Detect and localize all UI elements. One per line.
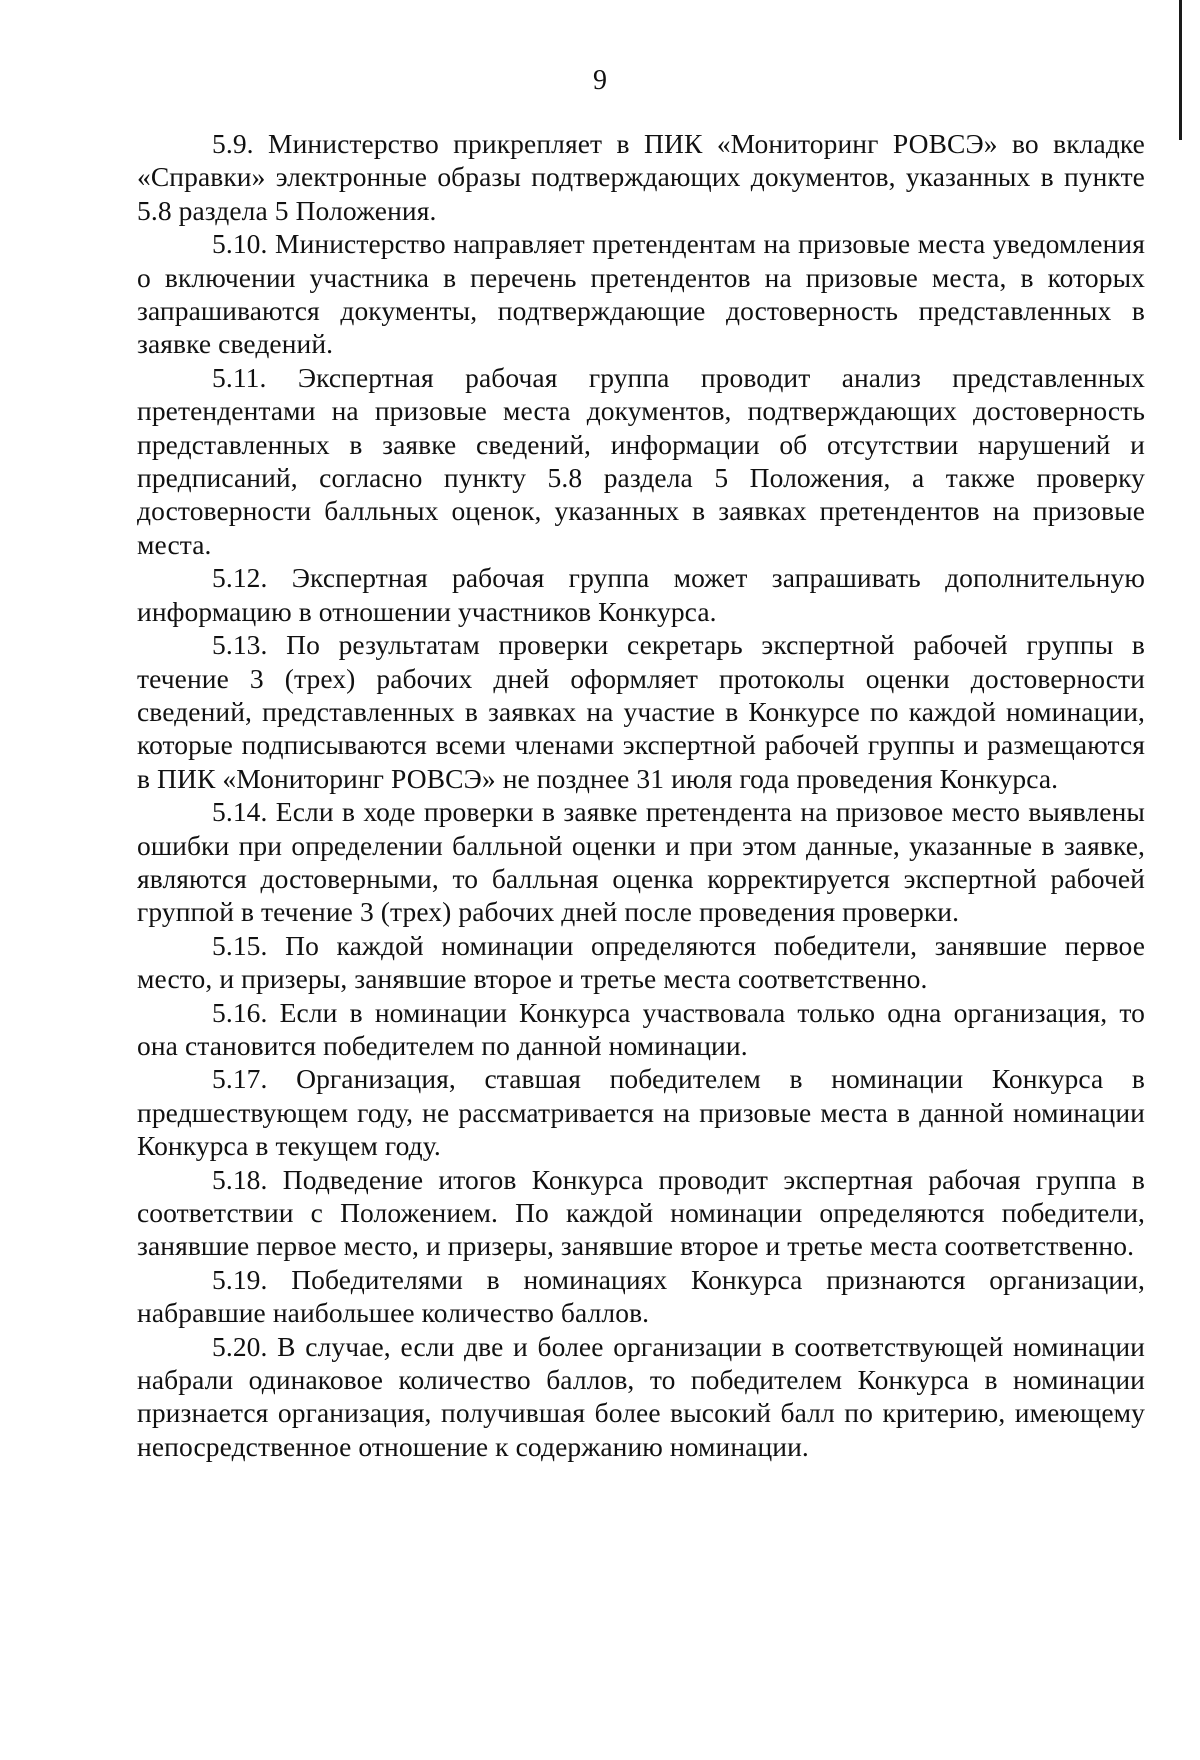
document-body	[137, 127, 1145, 1463]
paragraph-5-15: 5.15. По каждой номинации определяются победители, занявшие первое место, и призеры, занявшие второе и третье места соответственно.	[137, 929, 1145, 995]
paragraph-5-16: 5.16. Если в номинации Конкурса участвовала только одна организация, то она становится победителем по данной номинации.	[137, 996, 1145, 1061]
paragraph-5-20: 5.20. В случае, если две и более организации в соответствующей номинации набрали одинаковое количество баллов, то победителем Конкурса в номинации признается организация, получившая более высокий балл по критерию, имеющему непосредственное отношение к содержанию номинации.	[137, 1330, 1145, 1462]
page-number: 9	[593, 65, 607, 96]
paragraph-5-13: 5.13. По результатам проверки секретарь экспертной рабочей группы в течение 3 (трех) рабочих дней оформляет протоколы оценки достоверности сведений, представленных в заявках на участие в Конкурсе по каждой номинации, которые подписываются всеми членами экспертной рабочей группы и размещаются в ПИК «Мониторинг РОВСЭ» не позднее 31 июля года проведения Конкурса.	[137, 629, 1145, 794]
paragraph-5-10: 5.10. Министерство направляет претендентам на призовые места уведомления о включении участника в перечень претендентов на призовые места, в которых запрашиваются документы, подтверждающие достоверность представленных в заявке сведений.	[137, 228, 1145, 360]
paragraph-5-14: 5.14. Если в ходе проверки в заявке претендента на призовое место выявлены ошибки при определении балльной оценки и при этом данные, указанные в заявке, являются достоверными, то балльная оценка корректируется экспертной рабочей группой в течение 3 (трех) рабочих дней после проведения проверки.	[137, 796, 1145, 928]
paragraph-5-11: 5.11. Экспертная рабочая группа проводит анализ представленных претендентами на призовые места документов, подтверждающих достоверность представленных в заявке сведений, информации об отсутствии нарушений и предписаний, согласно пункту 5.8 раздела 5 Положения, а также проверку достоверности балльных оценок, указанных в заявках претендентов на призовые места.	[137, 361, 1145, 560]
paragraph-5-9: 5.9. Министерство прикрепляет в ПИК «Мониторинг РОВСЭ» во вкладке «Справки» электронные образы подтверждающих документов, указанных в пункте 5.8 раздела 5 Положения.	[137, 128, 1145, 226]
paragraph-5-18: 5.18. Подведение итогов Конкурса проводит экспертная рабочая группа в соответствии с Положением. По каждой номинации определяются победители, занявшие первое место, и призеры, занявшие второе и третье места соответственно.	[137, 1163, 1145, 1262]
paragraph-5-19: 5.19. Победителями в номинациях Конкурса признаются организации, набравшие наибольшее количество баллов.	[137, 1263, 1145, 1329]
paragraph-5-12: 5.12. Экспертная рабочая группа может запрашивать дополнительную информацию в отношении участников Конкурса.	[137, 562, 1145, 627]
paragraph-5-17: 5.17. Организация, ставшая победителем в номинации Конкурса в предшествующем году, не рассматривается на призовые места в данной номинации Конкурса в текущем году.	[137, 1063, 1145, 1162]
